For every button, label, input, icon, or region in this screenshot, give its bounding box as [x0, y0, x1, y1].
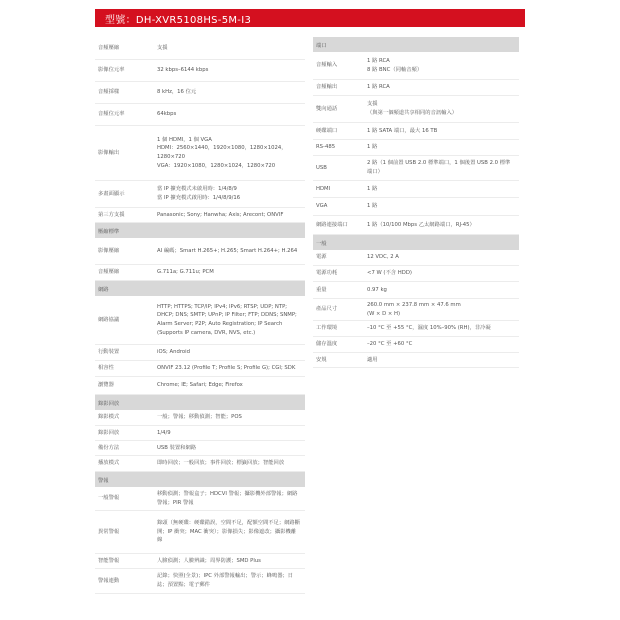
spec-value-line: –20 °C 至 +60 °C	[367, 341, 413, 348]
spec-value-line: 一般；警報；移動偵測；智能；POS	[157, 414, 242, 421]
spec-value	[363, 353, 519, 367]
spec-row	[95, 296, 305, 345]
spec-row	[95, 82, 305, 104]
spec-row	[95, 60, 305, 82]
spec-label: 電源	[316, 254, 327, 261]
spec-value	[363, 321, 519, 336]
spec-label: 一般警報	[98, 495, 120, 502]
spec-row	[95, 487, 305, 511]
spec-value-line: (W × D × H)	[367, 310, 401, 317]
spec-value-line: 1 路	[367, 203, 378, 210]
spec-value-line: 1 路	[367, 144, 378, 151]
spec-label: 瀏覽器	[98, 382, 114, 389]
spec-row	[313, 140, 519, 156]
spec-row	[95, 410, 305, 426]
spec-row	[95, 456, 305, 472]
spec-label: 第三方支援	[98, 211, 125, 218]
spec-label: 異常警報	[98, 528, 120, 535]
spec-value-line: 32 kbps–6144 kbps	[157, 67, 209, 74]
spec-value	[153, 554, 305, 568]
model-title-bar	[95, 9, 525, 27]
spec-value	[153, 569, 305, 593]
spec-value	[363, 156, 519, 180]
spec-value-line: Panasonic; Sony; Hanwha; Axis; Arecont; ONVIF	[157, 211, 284, 218]
spec-row	[95, 208, 305, 223]
spec-value-line: HDMI：2560×1440，1920×1080，1280×1024，1280×720	[157, 145, 287, 160]
spec-row	[313, 181, 519, 198]
spec-label: USB	[316, 164, 327, 171]
spec-value	[153, 238, 305, 264]
spec-value-line: 1 路	[367, 185, 378, 192]
spec-label: 行動裝置	[98, 349, 120, 356]
spec-value	[153, 456, 305, 471]
spec-value-line: 12 VDC, 2 A	[367, 254, 399, 261]
spec-value	[153, 82, 305, 103]
spec-row	[313, 266, 519, 282]
spec-label: 硬碟端口	[316, 127, 338, 134]
spec-row	[313, 52, 519, 80]
spec-value	[153, 377, 305, 394]
spec-value	[363, 266, 519, 281]
spec-value-line: 1 個 HDMI，1 個 VGA	[157, 136, 212, 143]
spec-value	[363, 52, 519, 79]
spec-row	[313, 353, 519, 368]
spec-value	[363, 337, 519, 352]
section-header: 網路	[95, 281, 305, 296]
spec-value-line: ONVIF 23.12 (Profile T; Profile S; Profile G); CGI; SDK	[157, 365, 296, 372]
spec-value-line: USB 裝置和網路	[157, 444, 197, 451]
spec-label: 備份方法	[98, 444, 120, 451]
spec-value	[153, 426, 305, 440]
spec-row	[95, 181, 305, 208]
spec-value	[363, 181, 519, 197]
spec-value-line: VGA：1920×1080，1280×1024，1280×720	[157, 162, 276, 169]
spec-row	[95, 265, 305, 281]
spec-label: 音頻輸出	[316, 84, 338, 91]
spec-row	[95, 126, 305, 181]
spec-value	[153, 60, 305, 81]
spec-label: 儲存溫度	[316, 341, 338, 348]
spec-value	[153, 345, 305, 360]
spec-value-line: iOS; Android	[157, 349, 190, 356]
spec-value-line: 適用	[367, 356, 378, 363]
spec-row	[95, 104, 305, 126]
spec-row	[313, 282, 519, 299]
spec-value-line: 支援	[367, 101, 378, 108]
spec-value-line: <7 W (不含 HDD)	[367, 270, 412, 277]
spec-value-line: AI 編碼；Smart H.265+; H.265; Smart H.264+; H.264	[157, 247, 298, 254]
spec-row	[313, 321, 519, 337]
spec-value	[363, 123, 519, 139]
spec-value	[363, 198, 519, 215]
spec-value-line: 當 IP 擴充模式未啟用時：1/4/8/9	[157, 186, 237, 193]
spec-value-line: 1/4/9	[157, 429, 171, 436]
spec-label: 播放模式	[98, 460, 120, 467]
spec-row	[95, 377, 305, 395]
spec-label: 錄影回放	[98, 429, 120, 436]
section-header: 端口	[313, 37, 519, 52]
spec-label: 錄影模式	[98, 414, 120, 421]
spec-row	[95, 569, 305, 594]
spec-value	[153, 441, 305, 455]
spec-value	[363, 216, 519, 234]
section-header: 壓縮標準	[95, 223, 305, 238]
model-title: 型號：DH-XVR5108HS-5M-I3	[105, 15, 252, 26]
spec-value-line: 8 路 BNC（同軸音頻）	[367, 66, 423, 73]
spec-value	[363, 250, 519, 265]
spec-label: VGA	[316, 203, 328, 210]
spec-label: HDMI	[316, 185, 331, 192]
spec-value-line: 1 路 RCA	[367, 84, 390, 91]
spec-label: 雙向通話	[316, 105, 338, 112]
spec-row	[95, 37, 305, 60]
spec-label: 影像位元率	[98, 67, 125, 74]
spec-label: 音頻壓縮	[98, 269, 120, 276]
spec-label: 影像壓縮	[98, 247, 120, 254]
spec-label: 警報連動	[98, 577, 120, 584]
spec-value-line: 即時回放；一般回放；事件回放；標籤回放；智能回放	[157, 460, 285, 467]
spec-value	[153, 208, 305, 222]
spec-label: 網路連接端口	[316, 221, 348, 228]
spec-label: RS-485	[316, 144, 336, 151]
spec-value-line: 260.0 mm × 237.8 mm × 47.6 mm	[367, 301, 461, 308]
spec-value-line: 1 路（10/100 Mbps 乙太網路端口，RJ-45）	[367, 221, 475, 228]
spec-label: 安規	[316, 356, 327, 363]
spec-value	[363, 282, 519, 298]
section-header: 錄影回放	[95, 395, 305, 410]
spec-value	[153, 181, 305, 207]
spec-value-line: 錄頭（無硬碟：硬碟錯誤，空間不足，配額空間不足；網路斷開；IP 衝突；MAC 衝突）；影像損失；影像遮改；攝影機離線	[157, 519, 301, 544]
spec-label: 重量	[316, 286, 327, 293]
spec-value-line: 1 路 RCA	[367, 57, 390, 64]
spec-row	[313, 123, 519, 140]
spec-value	[153, 37, 305, 59]
spec-value-line: G.711a; G.711u; PCM	[157, 269, 214, 276]
spec-label: 工作環境	[316, 325, 338, 332]
spec-value	[153, 265, 305, 280]
spec-value-line: 64kbps	[157, 111, 177, 118]
spec-value	[153, 511, 305, 553]
spec-value-line: HTTP; HTTPS; TCP/IP; IPv4; IPv6; RTSP; UDP; NTP; DHCP; DNS; SMTP; UPnP; IP Filter; FTP; DDNS; SNMP; Alarm Server; P2P; Auto Registration; IP Search (Supports IP camera, DVR, NVS, etc.)	[157, 303, 297, 336]
spec-row	[95, 426, 305, 441]
spec-value	[363, 96, 519, 122]
spec-value-line: 移動偵測；警報盒子；HDCVI 警報；攝影機外部警報；網路警報；PIR 警報	[157, 490, 298, 506]
spec-value-line: 0.97 kg	[367, 286, 387, 293]
spec-row	[313, 80, 519, 96]
spec-row	[313, 156, 519, 181]
spec-row	[95, 441, 305, 456]
spec-label: 音頻採樣	[98, 89, 120, 96]
spec-value-line: Chrome; IE; Safari; Edge; Firefox	[157, 382, 243, 389]
spec-label: 智能警報	[98, 557, 120, 564]
spec-value-line: –10 °C 至 +55 °C，濕度 10%–90% (RH)，非冷凝	[367, 325, 491, 332]
spec-value-line: 支援	[157, 44, 168, 51]
section-header: 一般	[313, 235, 519, 250]
spec-value	[153, 361, 305, 376]
spec-row	[313, 198, 519, 216]
spec-value	[153, 487, 305, 510]
spec-row	[95, 511, 305, 554]
spec-label: 網路協議	[98, 316, 120, 323]
spec-value-line: 8 kHz，16 位元	[157, 89, 197, 96]
spec-row	[313, 299, 519, 321]
spec-value	[153, 296, 305, 344]
spec-value-line: （與第一個頻道共享相同的音訊輸入）	[367, 110, 458, 116]
spec-label: 產品尺寸	[316, 306, 338, 313]
spec-value	[153, 126, 305, 180]
spec-label: 多畫面顯示	[98, 190, 125, 197]
section-header: 警報	[95, 472, 305, 487]
spec-label: 音頻位元率	[98, 111, 125, 118]
spec-value-line: 2 路（1 個前置 USB 2.0 標準端口，1 個後置 USB 2.0 標準端口）	[367, 160, 511, 175]
spec-row	[313, 337, 519, 353]
spec-value	[363, 140, 519, 155]
spec-table-right	[313, 37, 519, 368]
spec-value-line: 人臉偵測；人臉辨識；周界防護；SMD Plus	[157, 557, 261, 564]
spec-value	[153, 410, 305, 425]
spec-row	[313, 216, 519, 235]
spec-value-line: 1 路 SATA 端口，最大 16 TB	[367, 127, 438, 134]
spec-table-left	[95, 37, 305, 594]
spec-row	[95, 345, 305, 361]
spec-value	[363, 80, 519, 95]
spec-value	[153, 104, 305, 125]
spec-value	[363, 299, 519, 320]
spec-row	[313, 96, 519, 123]
spec-row	[95, 361, 305, 377]
spec-value-line: 當 IP 擴充模式啟用時：1/4/8/9/16	[157, 195, 241, 201]
spec-label: 影像輸出	[98, 149, 120, 156]
spec-label: 相容性	[98, 365, 114, 372]
spec-label: 音頻壓縮	[98, 44, 120, 51]
spec-label: 電源功耗	[316, 270, 338, 277]
spec-row	[313, 250, 519, 266]
spec-value-line: 記錄；快照(全景)；IPC 外部警報輸出；警示；蜂鳴器；日誌；預置點；電子郵件	[157, 573, 294, 588]
spec-row	[95, 554, 305, 569]
spec-label: 音頻輸入	[316, 62, 338, 69]
spec-row	[95, 238, 305, 265]
